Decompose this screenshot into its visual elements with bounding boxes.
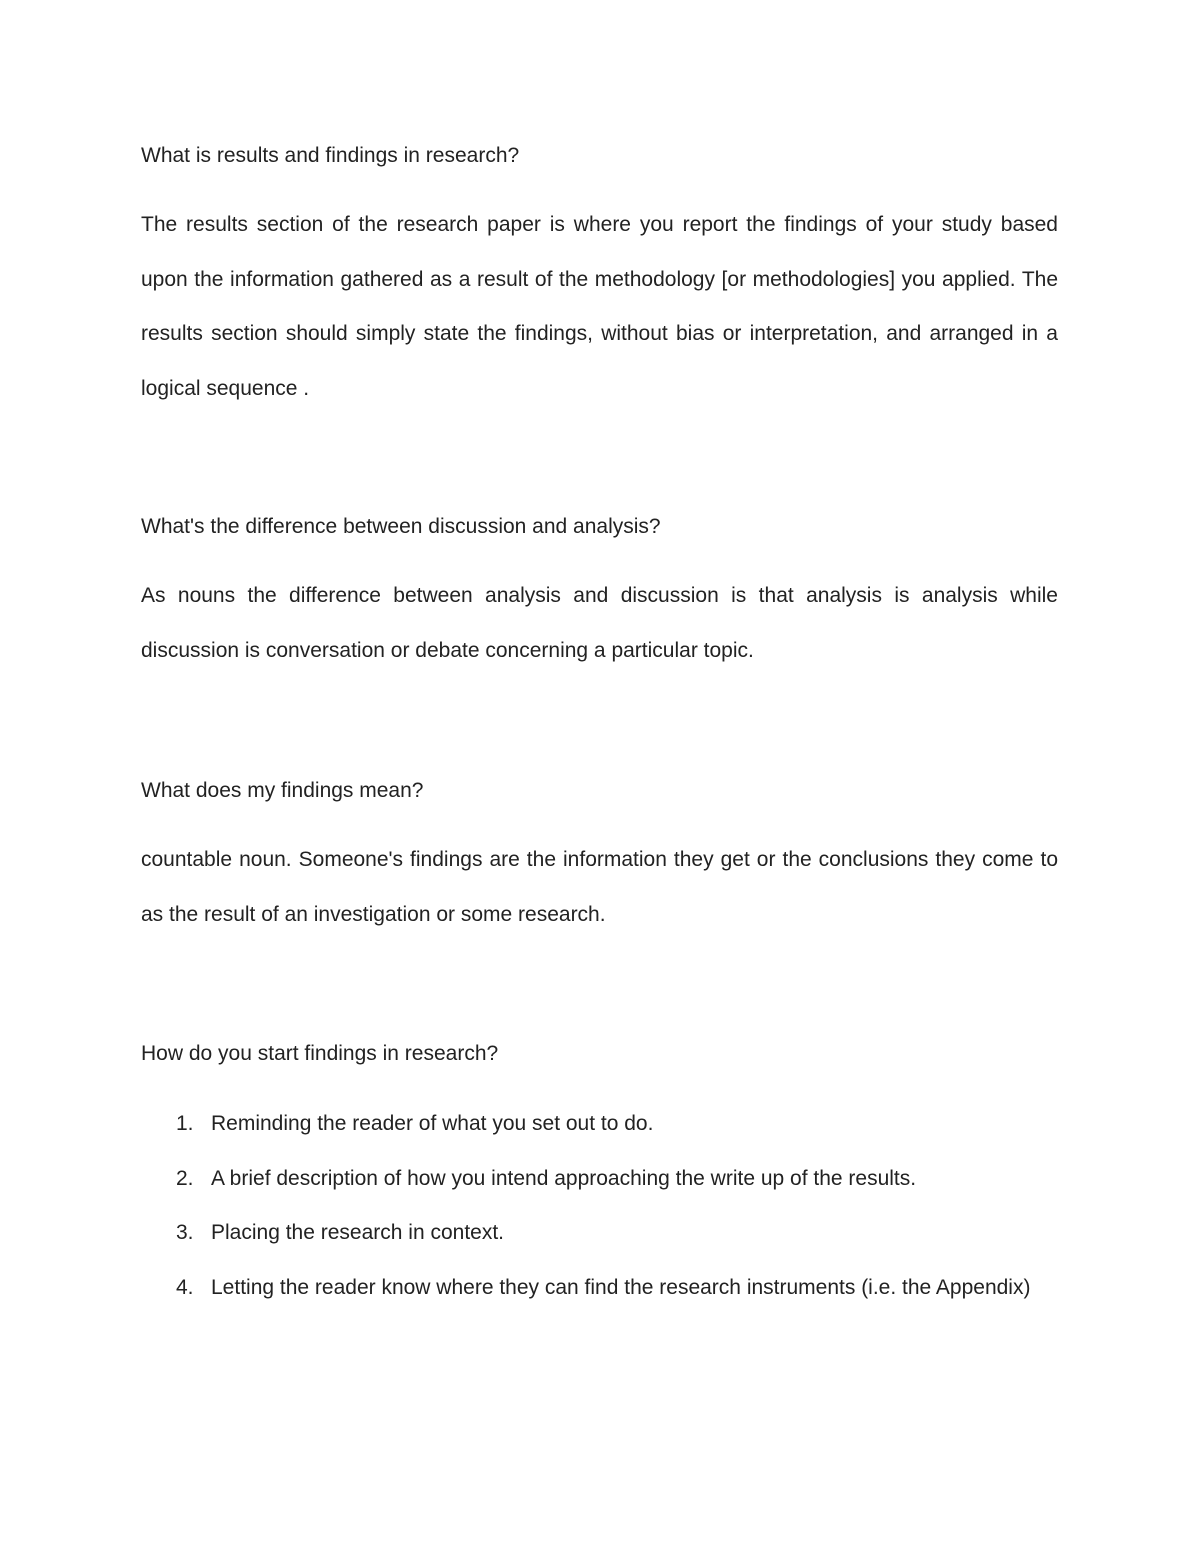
list-item (141, 1097, 1058, 1152)
steps-list (141, 1097, 1058, 1315)
list-item (141, 1152, 1058, 1207)
list-item-text: Reminding the reader of what you set out to do. (211, 1112, 654, 1135)
question-heading: How do you start findings in research? (141, 1042, 499, 1065)
answer-paragraph: countable noun. Someone's findings are the information they get or the conclusions they come to as the result of an investigation or some research. (141, 848, 1058, 926)
question-heading: What's the difference between discussion and analysis? (141, 515, 661, 538)
question-heading: What is results and findings in research? (141, 144, 520, 167)
list-item-text: Letting the reader know where they can find the research instruments (i.e. the Appendix) (211, 1275, 1031, 1299)
list-item-number: 3. (176, 1221, 194, 1244)
list-item (141, 1206, 1058, 1261)
list-item (141, 1261, 1058, 1316)
list-item-text: A brief description of how you intend approaching the write up of the results. (211, 1166, 917, 1190)
list-item-number: 1. (176, 1112, 194, 1135)
list-item-text: Placing the research in context. (211, 1221, 504, 1244)
answer-paragraph: As nouns the difference between analysis and discussion is that analysis is analysis while discussion is conversation or debate concerning a particular topic. (141, 584, 1058, 662)
question-heading: What does my findings mean? (141, 779, 424, 802)
list-item-number: 4. (176, 1275, 194, 1299)
answer-paragraph: The results section of the research paper is where you report the findings of your study based upon the information gathered as a result of the methodology [or methodologies] you applied. The results section should simply state the findings, without bias or interpretation, and arranged in a logical sequence . (141, 213, 1058, 400)
list-item-number: 2. (176, 1166, 194, 1190)
